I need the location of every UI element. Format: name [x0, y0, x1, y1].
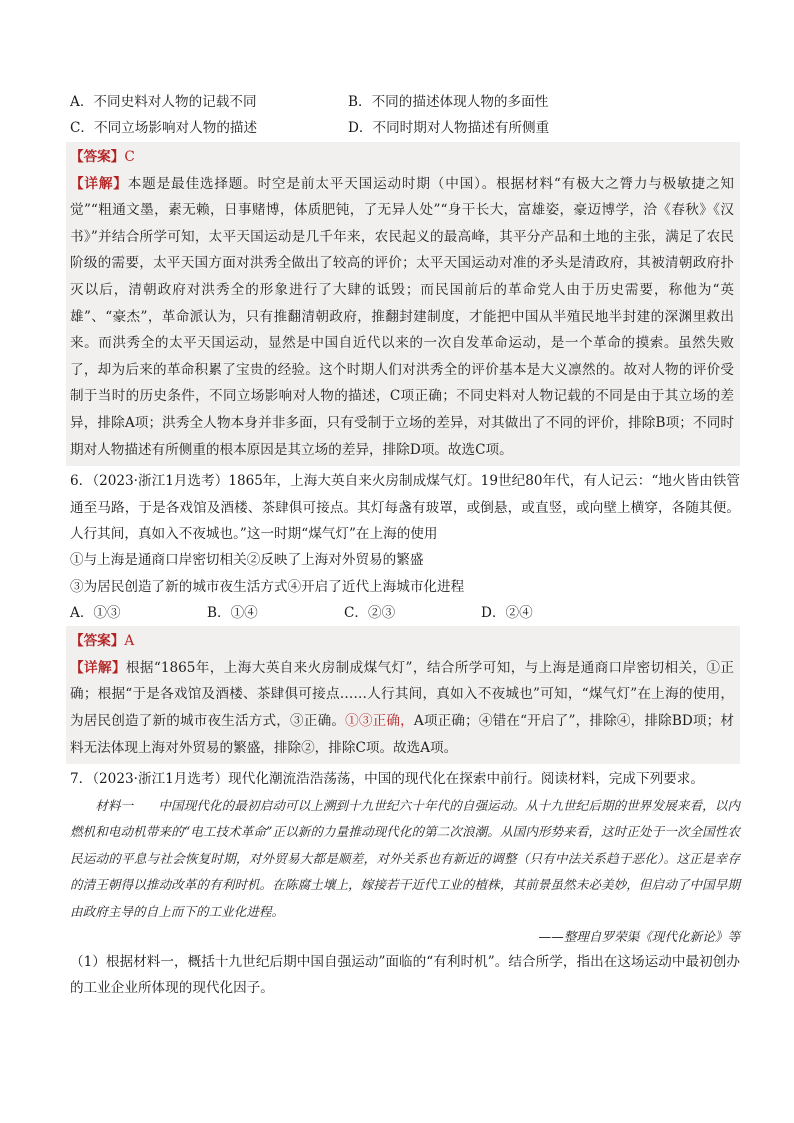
q5-option-a: A．不同史料对人物的记载不同 [70, 94, 257, 110]
answer-tag: 【答案】 [70, 149, 125, 165]
q6-detail [70, 655, 734, 761]
q6-detail-b: A项正确；④错在“开启了”，排除④，排除BD项；材料无法体现上海对外贸易的繁盛，排除②，排除C项。故选A项。 [70, 712, 735, 756]
detail-tag: 【详解】 [70, 175, 128, 192]
q6-option-c: C．②③ [344, 605, 396, 622]
q5-answer-block [66, 142, 740, 466]
q6-statement-1: ①与上海是通商口岸密切相关②反映了上海对外贸易的繁盛 [70, 552, 424, 569]
q6-option-d: D．②④ [481, 605, 533, 622]
q7-question-1: （1）根据材料一，概括十九世纪后期中国自强运动”面临的“有利时机”。结合所学，指出在这场运动中最初创办的工业企业所体现的现代化因子。 [70, 954, 740, 997]
q5-answer-line [70, 144, 734, 171]
q6-stem: 6．（2023·浙江1月选考）1865年，上海大英自来火房制成煤气灯。19世纪80年代，有人记云：“地火皆由铁管通至马路，于是各戏馆及酒楼、茶肆俱可接点。其灯每盏有玻罩，或倒悬，或直竖，或向壁上横穿，各随其便。人行其间，真如入不夜城也。”这一时期“煤气灯”在上海的使用 [70, 473, 740, 542]
q5-option-b: B．不同的描述体现人物的多面性 [348, 94, 549, 110]
q5-option-c: C．不同立场影响对人物的描述 [70, 120, 258, 136]
q6-options [70, 602, 740, 624]
q6-statement-2: ③为居民创造了新的城市夜生活方式④开启了近代上海城市化进程 [70, 578, 465, 595]
q6-option-b: B．①④ [207, 605, 258, 622]
answer-tag: 【答案】 [70, 633, 125, 650]
q5-detail [70, 171, 734, 464]
answer-value: A [124, 633, 135, 650]
q7-material: 材料一 中国现代化的最初启动可以上溯到十九世纪六十年代的自强运动。从十九世纪后期的世界发展来看，以内燃机和电动机带来的“电工技术革命”正以新的力量推动现代化的第二次浪潮。从国内形势来看，这时正处于一次全国性农民运动的平息与社会恢复时期，对外贸易大都是顺差，对外关系也有新近的调整（只有中法关系趋于恶化）。这正是幸存的清王朝得以推动改革的有利时机。在陈腐土壤上，嫁接若干近代工业的植株，其前景虽然未必美妙，但启动了中国早期由政府主导的自上而下的工业化进程。 [70, 797, 740, 919]
q7-source: ——整理自罗荣渠《现代化新论》等 [538, 929, 740, 945]
q7-stem: 7．（2023·浙江1月选考）现代化潮流浩浩荡荡，中国的现代化在探索中前行。阅读材料，完成下列要求。 [70, 771, 704, 788]
detail-tag: 【详解】 [70, 659, 126, 676]
q6-detail-a: 根据“1865年，上海大英自来火房制成煤气灯”，结合所学可知，与上海是通商口岸密切相关，①正确；根据“于是各戏馆及酒楼、茶肆俱可接点……人行其间，真如入不夜城也”可知，“煤气灯”在上海的使用，为居民创造了新的城市夜生活方式，③正确。 [70, 659, 734, 729]
q6-option-a: A．①③ [70, 605, 121, 622]
q7-block [70, 766, 740, 1002]
answer-value: C [124, 149, 135, 165]
q5-options [70, 92, 740, 138]
q6-detail-red: ①③正确， [345, 712, 414, 729]
q5-option-d: D．不同时期对人物描述有所侧重 [348, 120, 550, 136]
q6-answer-line [70, 628, 734, 655]
exam-page [70, 92, 740, 1002]
q6-answer-block [66, 626, 740, 764]
q5-detail-text: 本题是最佳选择题。时空是前太平天国运动时期（中国）。根据材料“有极大之膂力与极敏捷之知觉”“粗通文墨，素无赖，日事赌博，体质肥钝，了无异人处”“身干长大，富雄姿，豪迈博学，洽《春秋》《汉书》”并结合所学可知，太平天国运动是几千年来，农民起义的最高峰，其平分产品和土地的主张，满足了农民阶级的需要，太平天国方面对洪秀全做出了较高的评价；太平天国运动对准的矛头是清政府，其被清朝政府扑灭以后，清朝政府对洪秀全的形象进行了大肆的诋毁；而民国前后的革命党人由于历史需要，称他为“英雄”、“豪杰”，革命派认为，只有推翻清朝政府，推翻封建制度，才能把中国从半殖民地半封建的深渊里救出来。而洪秀全的太平天国运动，显然是中国自近代以来的一次自发革命运动，是一个革命的摸索。虽然失败了，却为后来的革命积累了宝贵的经验。这个时期人们对洪秀全的评价基本是大义凛然的。故对人物的评价受制于当时的历史条件，不同立场影响对人物的描述，C项正确；不同史料对人物记载的不同是由于其立场的差异，排除A项；洪秀全人物本身并非多面，只有受制于立场的差异，对其做出了不同的评价，排除B项；不同时期对人物描述有所侧重的根本原因是其立场的差异，排除D项。故选C项。 [70, 175, 734, 458]
